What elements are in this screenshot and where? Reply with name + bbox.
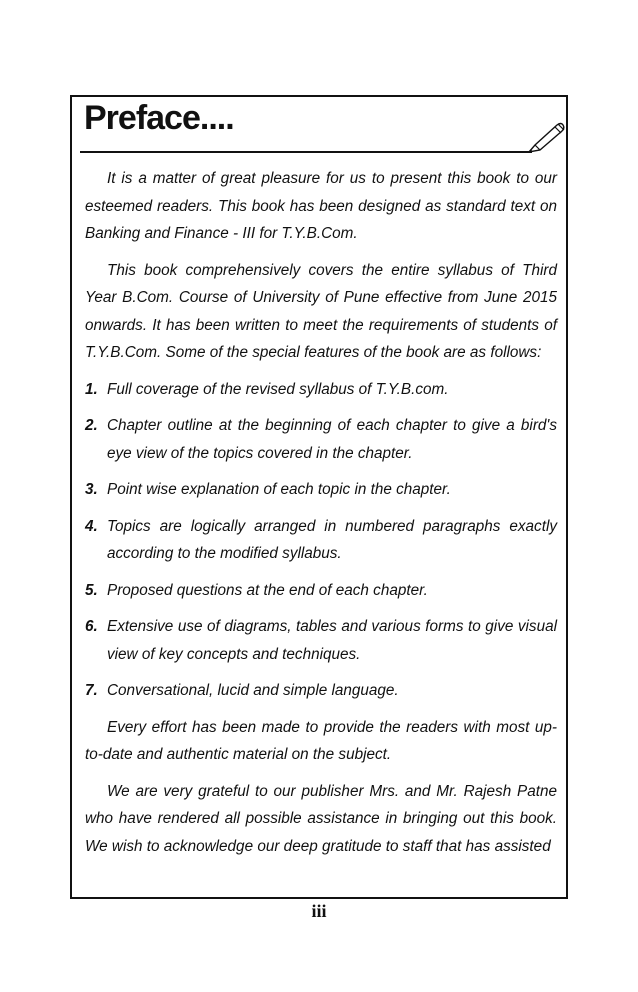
feature-number: 2.	[85, 417, 98, 434]
feature-text: Topics are logically arranged in numbered paragraphs exactly according to the modified syllabus.	[107, 517, 557, 562]
feature-item	[85, 476, 557, 504]
feature-item	[85, 376, 557, 404]
feature-item	[85, 513, 557, 568]
page-title: Preface....	[84, 99, 234, 137]
closing-paragraph-1: Every effort has been made to provide the readers with most up-to-date and authentic material on the subject.	[85, 718, 557, 763]
feature-number: 7.	[85, 682, 98, 699]
pen-icon	[527, 119, 567, 155]
feature-number: 5.	[85, 581, 98, 599]
preface-body	[85, 165, 557, 860]
feature-text: Extensive use of diagrams, tables and various forms to give visual view of key concepts and techniques.	[107, 618, 557, 663]
feature-number: 4.	[85, 517, 98, 535]
feature-number: 3.	[85, 481, 98, 498]
intro-paragraph-2: This book comprehensively covers the entire syllabus of Third Year B.Com. Course of University of Pune effective from June 2015 onwards. It has been written to meet the requirements of students of T.Y.B.Com. Some of the special features of the book are as follows:	[85, 261, 557, 361]
feature-text: Chapter outline at the beginning of each chapter to give a bird's eye view of the topics covered in the chapter.	[107, 417, 557, 462]
feature-item	[85, 613, 557, 668]
feature-text: Proposed questions at the end of each chapter.	[107, 581, 428, 599]
feature-item	[85, 577, 557, 605]
intro-paragraph-1: It is a matter of great pleasure for us to present this book to our esteemed readers. This book has been designed as standard text on Banking and Finance - III for T.Y.B.Com.	[85, 170, 557, 242]
feature-number: 6.	[85, 618, 98, 635]
feature-text: Point wise explanation of each topic in the chapter.	[107, 481, 451, 498]
features-list	[85, 376, 557, 705]
feature-number: 1.	[85, 380, 98, 398]
preface-frame	[70, 95, 568, 899]
feature-item	[85, 677, 557, 705]
feature-text: Full coverage of the revised syllabus of T.Y.B.com.	[107, 380, 449, 398]
page-number: iii	[311, 901, 327, 921]
feature-item	[85, 412, 557, 467]
closing-paragraph-2: We are very grateful to our publisher Mrs. and Mr. Rajesh Patne who have rendered all possible assistance in bringing out this book. We wish to acknowledge our deep gratitude to staff that has assisted	[85, 782, 557, 855]
title-underline	[80, 151, 532, 153]
feature-text: Conversational, lucid and simple language.	[107, 682, 399, 699]
